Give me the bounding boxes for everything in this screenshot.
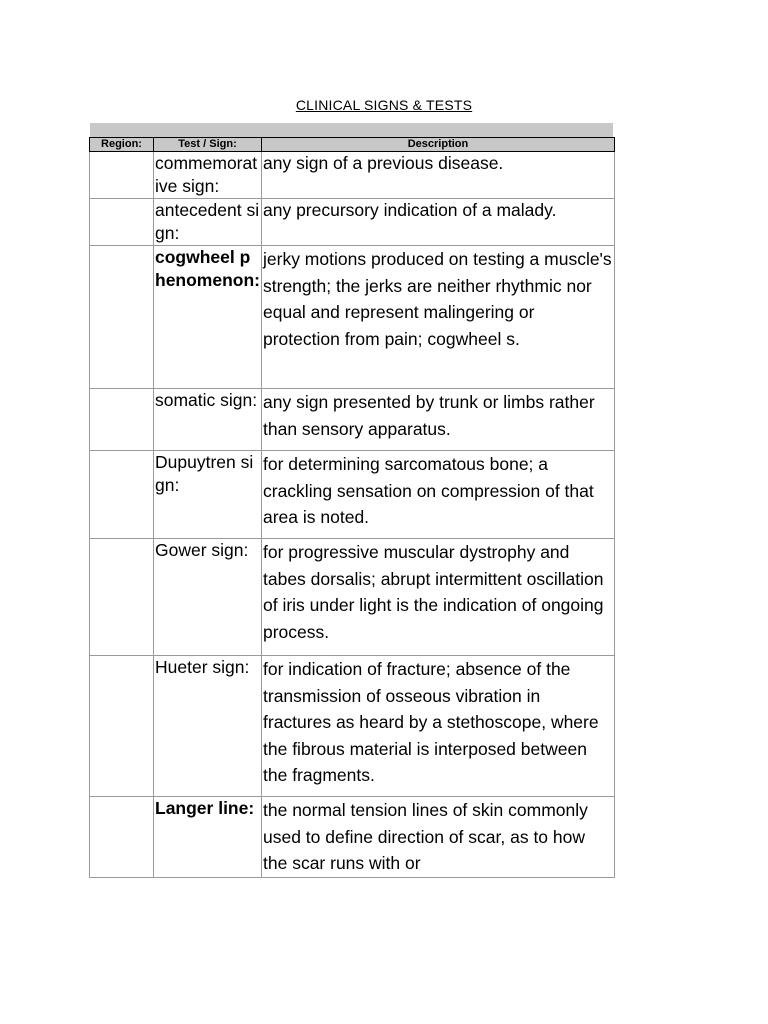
region-cell [90,199,154,246]
region-column-header: Region: [90,138,154,152]
test-cell: Gower sign: [154,539,262,656]
description-column-header: Description [262,138,615,152]
table-row [90,152,615,199]
table-row [90,246,615,389]
document-title: CLINICAL SIGNS & TESTS [295,97,473,113]
test-cell: somatic sign: [154,389,262,451]
table-row [90,199,615,246]
region-cell [90,152,154,199]
test-cell: antecedent sign: [154,199,262,246]
table-row [90,451,615,539]
region-cell [90,539,154,656]
region-cell [90,451,154,539]
table-row [90,539,615,656]
header-band [90,123,613,137]
table-row [90,656,615,797]
description-cell: any sign presented by trunk or limbs rather than sensory apparatus. [262,389,615,451]
table-row [90,797,615,878]
region-cell [90,797,154,878]
table-row [90,389,615,451]
test-column-header: Test / Sign: [154,138,262,152]
test-cell: cogwheel phenomenon: [154,246,262,389]
test-cell: Dupuytren sign: [154,451,262,539]
description-cell: any sign of a previous disease. [262,152,615,199]
region-cell [90,246,154,389]
description-cell: the normal tension lines of skin commonly used to define direction of scar, as to how the scar runs with or [262,797,615,878]
description-cell: for determining sarcomatous bone; a crackling sensation on compression of that area is noted. [262,451,615,539]
test-cell: Langer line: [154,797,262,878]
clinical-signs-table [89,137,615,878]
region-cell [90,389,154,451]
description-cell: jerky motions produced on testing a muscle's strength; the jerks are neither rhythmic nor equal and represent malingering or protection from pain; cogwheel s. [262,246,615,389]
table-header-row [90,138,615,152]
description-cell: any precursory indication of a malady. [262,199,615,246]
description-cell: for indication of fracture; absence of the transmission of osseous vibration in fractures as heard by a stethoscope, where the fibrous material is interposed between the fragments. [262,656,615,797]
test-cell: Hueter sign: [154,656,262,797]
test-cell: commemorative sign: [154,152,262,199]
description-cell: for progressive muscular dystrophy and tabes dorsalis; abrupt intermittent oscillation of iris under light is the indication of ongoing process. [262,539,615,656]
region-cell [90,656,154,797]
